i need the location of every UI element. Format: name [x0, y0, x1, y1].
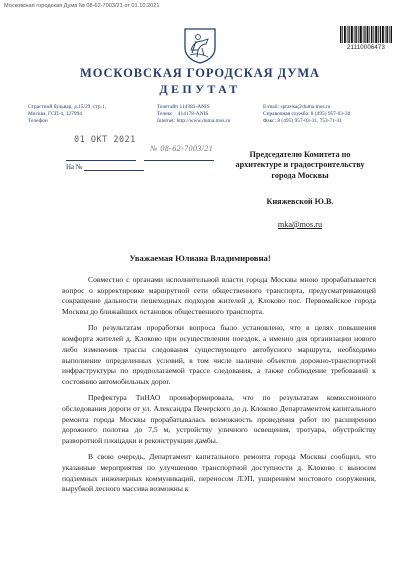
barcode-number: 21110006473 — [346, 45, 385, 51]
addressee-title-line: Председателю Комитета по — [249, 150, 351, 159]
outgoing-number-stamp: № 08-62-7003/21 — [150, 144, 214, 153]
contacts-center — [157, 104, 230, 124]
organization-subtitle: ДЕПУТАТ — [159, 82, 241, 96]
contact-line: Страстной бульвар, д.15/29, стр.1, — [28, 104, 106, 110]
contacts-right — [263, 104, 350, 124]
addressee-name: Княжевской Ю.В. — [266, 197, 334, 206]
reference-line — [66, 153, 214, 161]
paragraph: По результатам проработки вопроса было установлено, что в целях повышения комфорта жителей д. Клоково при осуществлении поездок, а именно для организации нового либо изменения трассы следования существующего автобусного маршрута, необходимо выполнение определенных условий, в том числе наличие объектов дорожно-транспортной инфраструктуры по предполагаемой трассе следования, а также соблюдение требований к состоянию автомобильных дорог. — [62, 323, 376, 386]
addressee-title-line: архитектуре и градостроительству — [235, 160, 365, 170]
addressee-title — [220, 150, 380, 181]
number-underline — [144, 160, 214, 161]
date-underline — [66, 160, 136, 161]
letter-body — [62, 275, 376, 495]
paragraph: Префектура ТиНАО проинформировала, что по результатам комиссионного обследования дороги от ул. Александра Печерского до д. Клоково Департаментом капитального ремонта города Москвы прорабатывалась возможность проведения работ по расширению дорожного полотна до 7,5 м, устройству уличного освещения, тротуара, обустройству разворотной площадки и реконструкции дамбы. — [62, 393, 376, 446]
in-reply-label: На № — [66, 163, 83, 171]
paragraph: Совместно с органами исполнительной власти города Москвы мною прорабатывается вопрос о корректировке маршрутной сети общественного транспорта, предусматривающей сокращение дальности пешеходных подходов жителей д. Клоково пос. Первомайское города Москвы до ближайших остановок общественного транспорта. — [62, 275, 376, 317]
barcode-icon — [340, 26, 392, 43]
contact-line: Москва, ГСП-4, 127994 — [28, 110, 82, 117]
outgoing-date-stamp: 01 ОКТ 2021 — [74, 135, 136, 145]
contact-line: Справочная служба: 8 (495) 957-03-30 — [263, 110, 351, 117]
moscow-coat-of-arms-icon — [178, 26, 222, 64]
in-reply-line — [66, 163, 144, 171]
registration-stamp-text: Московская городская Дума № 08-62-7003/21 от 01.10.2021 — [4, 3, 160, 9]
paragraph: В свою очередь, Департамент капитального ремонта города Москвы сообщил, что указанные мероприятия по улучшению транспортной доступности д. Клоково с выносом подземных инженерных коммуникаций, переносом ЛЭП, уширением мостового сооружения, вырубкой лесного массива возможны к — [62, 452, 376, 494]
contact-line: Internet: http://www.duma.mos.ru — [157, 117, 231, 124]
addressee-title-line: города Москвы — [271, 170, 329, 180]
contact-line: Телетайп 114383-ANIS — [157, 104, 210, 110]
in-reply-underline — [84, 170, 144, 171]
addressee-email: mka@mos.ru — [277, 220, 323, 229]
contact-line: Телекс 414178-ANIS — [157, 110, 209, 117]
greeting: Уважаемая Юлиана Владимировна! — [129, 253, 271, 263]
contact-line: Факс: 8 (495) 957-03-31, 753-71-31 — [263, 117, 343, 124]
contact-line: E-mail: spravka@duma.mos.ru — [263, 104, 331, 110]
contacts-left — [28, 104, 106, 124]
contact-line: Телефон — [28, 117, 48, 124]
organization-name: МОСКОВСКАЯ ГОРОДСКАЯ ДУМА — [80, 66, 320, 80]
